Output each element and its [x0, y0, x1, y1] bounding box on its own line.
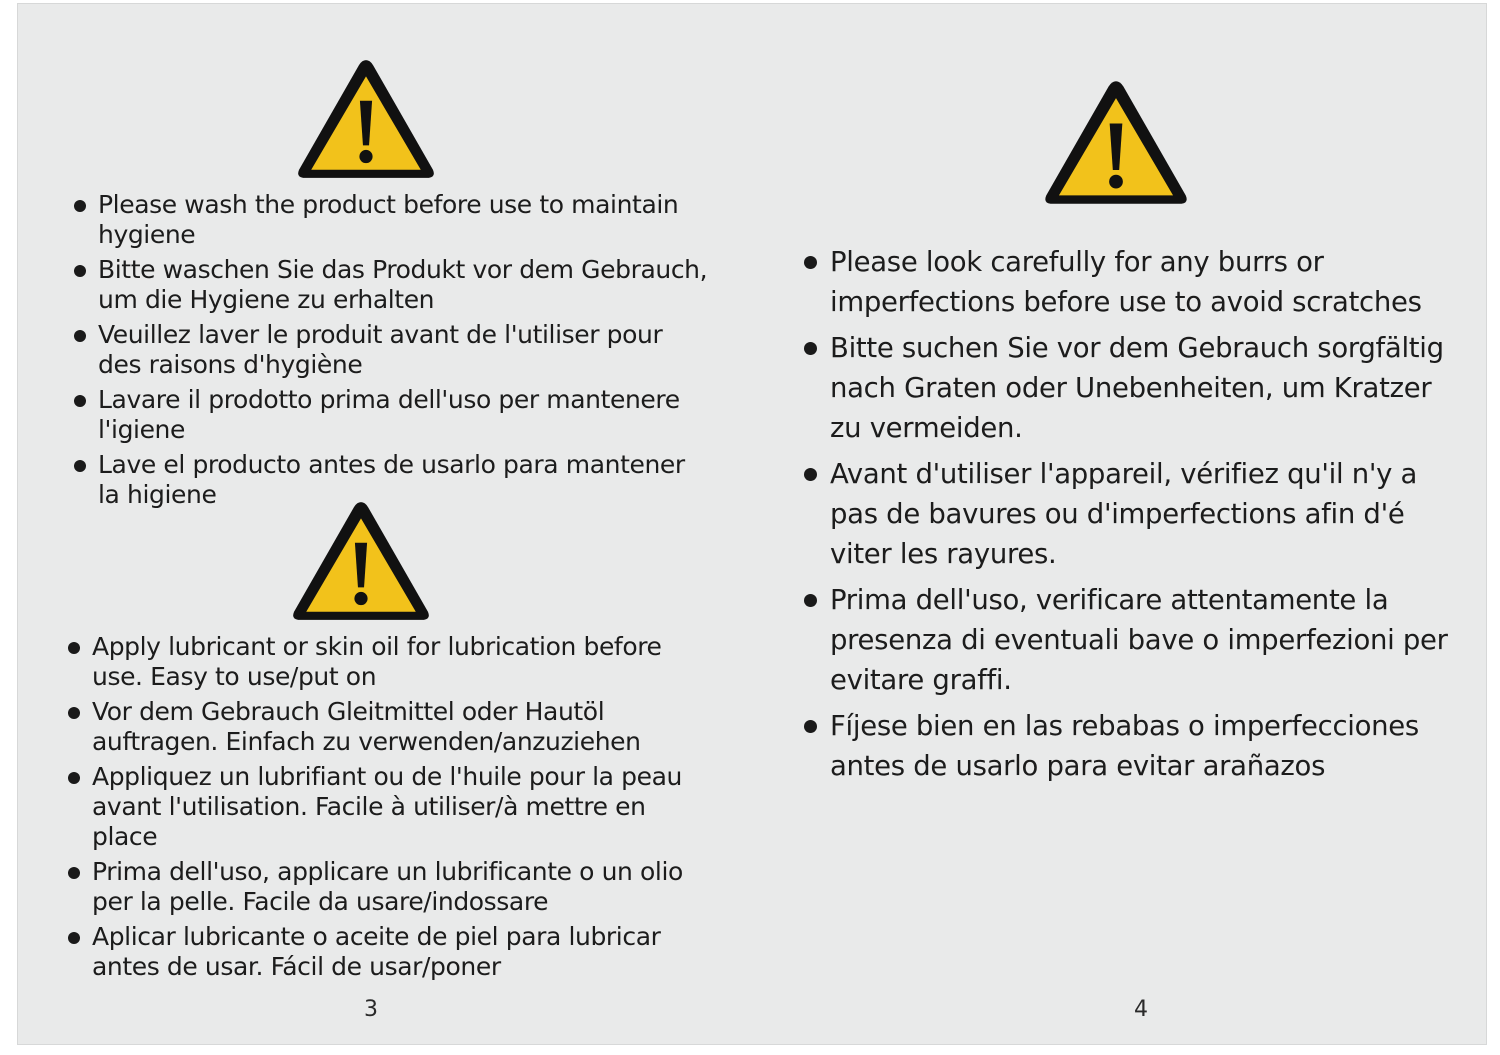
list-item — [62, 762, 712, 852]
page-number: 4 — [1134, 997, 1148, 1022]
list-item-text: Prima dell'uso, verificare attentamente la presenza di eventuali bave o imperfezioni per evitare graffi. — [830, 584, 1448, 696]
bullet — [68, 867, 80, 879]
bullet — [68, 707, 80, 719]
warning-triangle-icon — [1042, 77, 1190, 208]
list-item-text: Bitte waschen Sie das Produkt vor dem Gebrauch, um die Hygiene zu erhalten — [98, 255, 708, 314]
page-number: 3 — [364, 997, 378, 1022]
bullet — [74, 460, 86, 472]
list-item — [804, 580, 1464, 700]
list-item-text: Fíjese bien en las rebabas o imperfecciones antes de usarlo para evitar arañazos — [830, 710, 1419, 782]
list-item-text: Vor dem Gebrauch Gleitmittel oder Hautöl auftragen. Einfach zu verwenden/anzuziehen — [92, 697, 641, 756]
list-item — [62, 922, 712, 982]
bullet — [74, 200, 86, 212]
list-item — [62, 857, 712, 917]
list-item — [68, 320, 708, 380]
list-item-text: Lavare il prodotto prima dell'uso per mantenere l'igiene — [98, 385, 680, 444]
bullet — [804, 256, 817, 269]
inspection-warning-list — [804, 242, 1464, 792]
list-item — [62, 697, 712, 757]
list-item — [62, 632, 712, 692]
page-4 — [758, 4, 1486, 1044]
warning-triangle-icon — [290, 498, 432, 624]
bullet — [804, 468, 817, 481]
bullet — [68, 772, 80, 784]
list-item — [68, 385, 708, 445]
list-item — [68, 255, 708, 315]
bullet — [74, 330, 86, 342]
list-item — [804, 706, 1464, 786]
list-item — [804, 454, 1464, 574]
list-item-text: Apply lubricant or skin oil for lubrication before use. Easy to use/put on — [92, 632, 662, 691]
list-item-text: Avant d'utiliser l'appareil, vérifiez qu'il n'y a pas de bavures ou d'imperfections afin d'é viter les rayures. — [830, 458, 1418, 570]
list-item-text: Please wash the product before use to maintain hygiene — [98, 190, 679, 249]
list-item-text: Lave el producto antes de usarlo para mantener la higiene — [98, 450, 685, 509]
list-item-text: Aplicar lubricante o aceite de piel para lubricar antes de usar. Fácil de usar/poner — [92, 922, 661, 981]
list-item-text: Bitte suchen Sie vor dem Gebrauch sorgfältig nach Graten oder Unebenheiten, um Kratzer zu vermeiden. — [830, 332, 1444, 444]
bullet — [68, 932, 80, 944]
warning-triangle-icon — [295, 56, 437, 182]
bullet — [74, 395, 86, 407]
list-item — [68, 190, 708, 250]
lubrication-warning-list — [62, 632, 712, 987]
bullet — [804, 594, 817, 607]
bullet — [804, 720, 817, 733]
list-item-text: Please look carefully for any burrs or imperfections before use to avoid scratches — [830, 246, 1422, 318]
list-item — [804, 242, 1464, 322]
hygiene-warning-list — [68, 190, 708, 515]
bullet — [68, 642, 80, 654]
bullet — [74, 265, 86, 277]
list-item — [804, 328, 1464, 448]
list-item-text: Prima dell'uso, applicare un lubrificante o un olio per la pelle. Facile da usare/indossare — [92, 857, 683, 916]
page-3 — [18, 4, 758, 1044]
bullet — [804, 342, 817, 355]
instruction-booklet-spread — [17, 3, 1487, 1045]
list-item-text: Veuillez laver le produit avant de l'utiliser pour des raisons d'hygiène — [98, 320, 663, 379]
list-item-text: Appliquez un lubrifiant ou de l'huile pour la peau avant l'utilisation. Facile à utiliser/à mettre en place — [92, 762, 682, 851]
